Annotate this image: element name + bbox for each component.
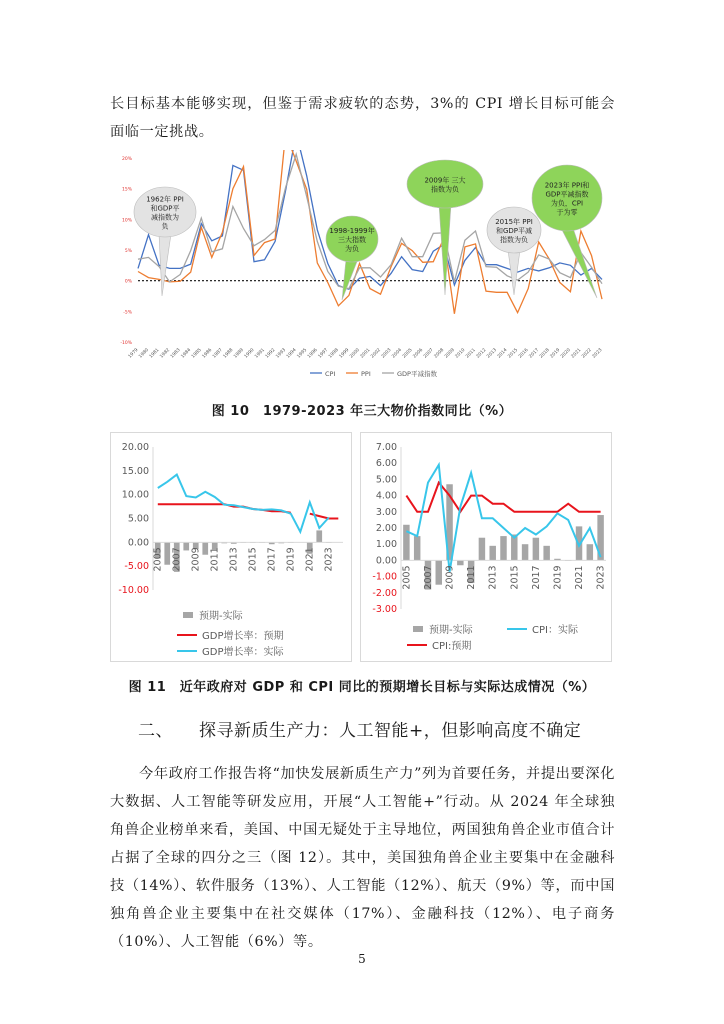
fig10-x-tick: 1987 [212, 347, 224, 360]
fig10-x-tick: 2004 [391, 347, 404, 360]
fig10-x-tick: 1981 [148, 347, 161, 360]
fig10-x-tick: 2009 [444, 347, 456, 360]
bar-expected-minus-actual [403, 525, 409, 561]
bar-expected-minus-actual [489, 546, 495, 561]
y-tick: -1.00 [372, 571, 397, 583]
fig10-x-tick: 1982 [159, 347, 172, 360]
fig10-x-tick: 1998 [328, 347, 340, 360]
y-tick: 1.00 [375, 539, 397, 551]
fig10-x-tick: 1988 [222, 347, 235, 360]
y-tick: 5.00 [127, 513, 149, 525]
fig10-callout-tail [439, 205, 451, 295]
x-tick: 2007 [422, 565, 434, 590]
fig10-callout [134, 187, 196, 296]
legend-label: GDP增长率：预期 [202, 631, 284, 642]
fig10-callout [532, 165, 602, 298]
section-number: 二、 [138, 721, 173, 741]
x-tick: 2015 [509, 565, 521, 590]
fig10-x-tick: 2010 [454, 347, 467, 360]
fig11-right-chart [360, 432, 612, 662]
fig10-x-tick: 2020 [560, 347, 572, 360]
fig10-x-tick: 1997 [317, 347, 330, 360]
fig10-callout [407, 160, 483, 295]
fig10-x-tick: 2000 [349, 347, 361, 360]
x-tick: 2005 [152, 547, 164, 572]
x-tick: 2009 [444, 565, 456, 590]
bar-expected-minus-actual [414, 536, 420, 560]
x-tick: 2013 [228, 547, 240, 572]
x-tick: 2021 [574, 565, 586, 590]
fig10-x-tick: 2017 [528, 347, 541, 360]
y-tick: -10.00 [118, 585, 149, 596]
bar-expected-minus-actual [500, 536, 506, 560]
y-tick: 0.00 [127, 537, 149, 549]
fig10-x-tick: 2019 [549, 347, 562, 360]
fig10-callout-text: 2023年 PPI和 [544, 181, 590, 190]
bar-expected-minus-actual [183, 542, 189, 550]
legend-label: 预期-实际 [429, 625, 473, 636]
fig11-left-chart [110, 432, 352, 662]
fig10-svg [110, 150, 615, 390]
fig10-x-tick: 1990 [243, 347, 256, 360]
fig10-x-tick: 1989 [233, 347, 245, 360]
fig10-y-tick: 10% [121, 218, 132, 224]
intro-paragraph: 长目标基本能够实现，但鉴于需求疲软的态势，3%的 CPI 增长目标可能会面临一定挑战。 [110, 96, 615, 140]
fig10-callout [487, 207, 541, 295]
x-tick: 2015 [247, 547, 259, 572]
fig10-caption: 图 10 1979-2023 年三大物价指数同比（%） [211, 404, 513, 419]
body-paragraph: 今年政府工作报告将“加快发展新质生产力”列为首要任务，并提出要深化大数据、人工智能等研发应用，开展“人工智能+”行动。从 2024 年全球独角兽企业榜单来看，美国、中国无疑处于主导地位，两国独角兽企业市值合计占据了全球的四分之三（图 12）。其中，美国独角兽企业主要集中在金融科技（14%）、软件服务（13%）、人工智能（12%）、航天（9%）等，而中国独角兽企业主要集中在社交媒体（17%）、金融科技（12%）、电子商务（10%）、人工智能（6%）等。 [110, 766, 615, 950]
fig10-callout-text: 负 [161, 222, 169, 231]
section-heading [138, 716, 581, 741]
fig10-x-tick: 2001 [359, 347, 372, 360]
legend-swatch-bar [413, 626, 423, 632]
fig10-callout-text: 1998-1999年 [329, 227, 375, 235]
fig10-x-tick: 1983 [169, 347, 182, 360]
bar-expected-minus-actual [457, 560, 463, 565]
x-tick: 2011 [466, 565, 478, 590]
fig10-x-tick: 1993 [275, 347, 288, 360]
x-tick: 2017 [266, 547, 278, 572]
fig10-x-tick: 2002 [370, 347, 382, 360]
y-tick: 10.00 [121, 489, 149, 501]
fig10-x-tick: 1991 [254, 347, 266, 360]
fig10-x-tick: 2003 [380, 347, 393, 360]
fig10-x-tick: 1999 [338, 347, 351, 360]
x-tick: 2021 [304, 547, 316, 572]
y-tick: 3.00 [375, 506, 397, 518]
y-tick: 5.00 [375, 474, 397, 486]
y-tick: 7.00 [375, 442, 397, 453]
line-expected [406, 483, 600, 512]
fig10-y-tick: 20% [121, 157, 132, 162]
x-tick: 2009 [190, 547, 202, 572]
x-tick: 2011 [209, 547, 221, 572]
fig10-y-tick: 5% [124, 249, 132, 254]
x-tick: 2017 [530, 565, 542, 590]
fig10-callout-text: 和GDP平减 [495, 227, 533, 235]
fig10-x-tick: 2005 [401, 347, 414, 360]
bar-expected-minus-actual [164, 542, 170, 564]
fig10-x-tick: 1992 [264, 347, 277, 360]
fig10-x-tick: 2007 [423, 347, 435, 360]
fig10-x-tick: 2008 [433, 347, 446, 360]
legend-label: CPI:预期 [432, 641, 472, 652]
legend-label: 预期-实际 [199, 611, 243, 622]
fig10-callout-text: 为负，CPI [550, 199, 584, 208]
fig10-y-tick: -5% [123, 310, 132, 316]
y-tick: -5.00 [124, 561, 149, 573]
fig10-x-tick: 1979 [127, 347, 140, 360]
bar-expected-minus-actual [479, 538, 485, 561]
fig10-x-tick: 1985 [191, 347, 203, 360]
fig10-x-tick: 1980 [138, 347, 150, 360]
fig10-callout-text: 三大指数 [338, 236, 366, 244]
x-tick: 2013 [487, 565, 499, 590]
x-tick: 2019 [285, 547, 297, 572]
x-tick: 2005 [401, 565, 413, 590]
fig11-caption: 图 11 近年政府对 GDP 和 CPI 同比的预期增长目标与实际达成情况（%） [128, 680, 596, 695]
fig11-right-svg [361, 433, 611, 661]
fig10-x-tick: 1986 [201, 347, 214, 360]
fig10-x-tick: 2018 [539, 347, 551, 360]
y-tick: 0.00 [375, 555, 397, 567]
bar-expected-minus-actual [543, 546, 549, 561]
fig10-x-tick: 2014 [496, 347, 509, 360]
bar-expected-minus-actual [316, 530, 322, 542]
legend-label: GDP增长率：实际 [202, 647, 284, 658]
fig10-x-tick: 1984 [180, 347, 193, 360]
fig10-callout-tail [159, 234, 171, 296]
fig10-y-tick: -10% [120, 341, 132, 346]
fig10-x-tick: 2021 [570, 347, 583, 360]
y-tick: 2.00 [375, 523, 397, 534]
section-title: 探寻新质生产力：人工智能+，但影响高度不确定 [199, 721, 582, 741]
fig11-left-svg [111, 433, 351, 661]
x-tick: 2023 [323, 547, 335, 572]
fig10-callout-text: 2015年 PPI [495, 218, 533, 226]
fig10-legend-label: PPI [361, 370, 371, 378]
legend-label: CPI：实际 [532, 625, 578, 636]
fig10-chart [110, 150, 615, 390]
fig10-x-tick: 2011 [465, 347, 477, 360]
fig10-callout-text: 为负 [345, 245, 359, 253]
fig10-x-tick: 2016 [517, 347, 530, 360]
fig10-callout-text: 2009年 三大 [424, 176, 466, 185]
fig10-x-tick: 1995 [296, 347, 309, 360]
fig10-callout-text: 指数为负 [500, 236, 528, 244]
y-tick: 6.00 [375, 458, 397, 470]
fig10-callout-text: GDP平减指数 [545, 190, 589, 199]
y-tick: 15.00 [121, 465, 149, 477]
bar-expected-minus-actual [202, 542, 208, 554]
fig10-x-tick: 2013 [486, 347, 498, 360]
fig10-legend-label: CPI [325, 370, 336, 378]
fig10-callout-text: 于为零 [556, 208, 578, 217]
bar-expected-minus-actual [587, 544, 593, 560]
y-tick: -2.00 [372, 587, 397, 599]
fig10-x-tick: 2023 [591, 347, 604, 360]
y-tick: 4.00 [375, 490, 397, 502]
fig10-callout-text: 1962年 PPI [146, 195, 184, 204]
page-number: 5 [358, 952, 366, 966]
fig10-x-tick: 1996 [307, 347, 319, 360]
bar-expected-minus-actual [533, 538, 539, 561]
fig10-x-tick: 2022 [581, 347, 593, 360]
bar-expected-minus-actual [522, 544, 528, 560]
fig10-x-tick: 2012 [475, 347, 488, 360]
x-tick: 2019 [552, 565, 564, 590]
fig10-legend-label: GDP平减指数 [397, 370, 437, 378]
bar-expected-minus-actual [436, 560, 442, 584]
legend-swatch-bar [183, 612, 193, 618]
fig10-callout-text: 减指数为 [151, 213, 179, 222]
fig10-callout-text: 和GDP平 [150, 204, 180, 213]
fig10-x-tick: 1994 [285, 347, 298, 360]
y-tick: -3.00 [372, 604, 397, 615]
fig10-callout-text: 指数为负 [431, 185, 459, 194]
fig10-x-tick: 2015 [507, 347, 520, 360]
fig10-y-tick: 0% [124, 279, 132, 285]
x-tick: 2023 [595, 565, 607, 590]
fig10-y-tick: 15% [121, 187, 132, 193]
y-tick: 20.00 [121, 442, 149, 453]
fig10-x-tick: 2006 [412, 347, 425, 360]
x-tick: 2007 [171, 547, 183, 572]
